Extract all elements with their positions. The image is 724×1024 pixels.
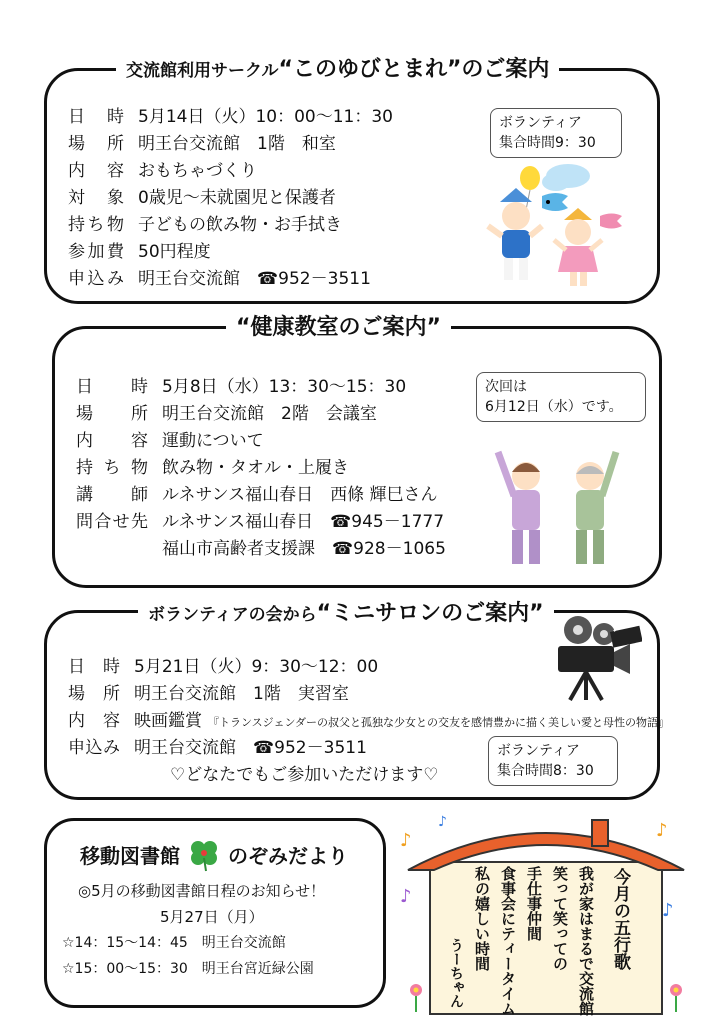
mini-salon-title [138, 596, 554, 627]
detail-row [76, 453, 446, 480]
volunteer-note [490, 108, 622, 158]
row-label: 申込み [68, 269, 124, 289]
poem-line: 食事会にティータイム [499, 866, 517, 1016]
row-label: 日 時 [76, 377, 148, 397]
music-note-icon [656, 820, 668, 841]
detail-row [68, 264, 393, 291]
health-class-title-text: “健康教室のご案内” [236, 315, 441, 340]
girl-icon [554, 208, 602, 286]
carp-streamer-icon [600, 214, 622, 229]
note-line: 次回は [485, 379, 527, 395]
detail-row [76, 426, 446, 453]
poem-title: 今月の五行歌 [610, 868, 630, 970]
note-line: ボランティア [497, 743, 580, 759]
row-value: おもちゃづくり [138, 161, 257, 181]
poem-line: 私の嬉しい時間 [473, 866, 491, 971]
flower-icon [410, 984, 422, 1012]
row-value: ルネサンス福山春日 西條 輝巳さん [162, 485, 438, 505]
clapperboard-icon [610, 619, 642, 648]
senior-woman-icon [498, 452, 540, 564]
note-line: 集合時間8：30 [497, 763, 594, 779]
music-note-icon [662, 900, 674, 921]
row-label: 場 所 [68, 134, 124, 154]
poem-line: 我が家はまるで交流館 [577, 866, 595, 1016]
note-line: ボランティア [499, 115, 582, 131]
row-value: 明王台交流館 ☎952－3511 [134, 738, 367, 758]
row-label: 内 容 [76, 431, 148, 451]
row-value: 5月21日（火）9：30～12：00 [134, 657, 379, 677]
detail-row [68, 237, 393, 264]
seniors-exercising-illustration [484, 446, 634, 572]
poem-line: 笑って笑っての [551, 866, 569, 971]
library-date: 5月27日（月） [160, 908, 264, 926]
row-label: 場 所 [76, 404, 148, 424]
detail-row [68, 706, 669, 733]
row-value: 明王台交流館 ☎952－3511 [138, 269, 371, 289]
row-value: ルネサンス福山春日 ☎945－1777 [162, 512, 445, 532]
row-label: 内 容 [68, 161, 124, 181]
carp-streamer-icon [542, 193, 568, 211]
row-value: 0歳児～未就園児と保護者 [138, 188, 336, 208]
circle-title-main: “このゆびとまれ”のご案内 [278, 57, 550, 82]
row-value: 5月14日（火）10：00～11：30 [138, 107, 393, 127]
movie-description: 『トランスジェンダーの叔父と孤独な少女との交友を感情豊かに描く美しい愛と母性の物語』 [208, 716, 670, 729]
row-label: 参加費 [68, 242, 124, 262]
flower-icon [670, 984, 682, 1012]
detail-row [76, 399, 446, 426]
note-line: 6月12日（水）です。 [485, 399, 623, 415]
row-label: 持 ち 物 [76, 458, 148, 478]
row-label: 持ち物 [68, 215, 124, 235]
next-session-note [476, 372, 646, 422]
poem-house [396, 806, 696, 1020]
svg-text:♪: ♪ [400, 830, 412, 851]
row-value: 飲み物・タオル・上履き [162, 458, 349, 478]
row-label: 内 容 [68, 711, 120, 731]
row-value: 明王台交流館 1階 和室 [138, 134, 336, 154]
detail-row [76, 534, 446, 561]
detail-row [68, 156, 393, 183]
senior-man-icon [576, 452, 616, 564]
detail-row [68, 102, 393, 129]
welcome-message: ♡どなたでもご参加いただけます♡ [170, 765, 439, 785]
row-label: 日 時 [68, 107, 124, 127]
mini-salon-title-prefix: ボランティアの会から [148, 605, 317, 625]
music-note-icon [400, 830, 412, 851]
row-label: 場 所 [68, 684, 120, 704]
library-stop: ☆15：00～15：30 明王台宮近緑公園 [62, 961, 314, 977]
row-value: 50円程度 [138, 242, 211, 262]
row-value: 明王台交流館 2階 会議室 [162, 404, 377, 424]
row-value: 子どもの飲み物・お手拭き [138, 215, 342, 235]
clover-icon [186, 836, 222, 872]
detail-row [76, 372, 446, 399]
movie-camera-icon [538, 612, 642, 702]
row-value: 福山市高齢者支援課 ☎928－1065 [162, 539, 446, 559]
library-stop: ☆14：15～14：45 明王台交流館 [62, 935, 286, 951]
row-value: 5月8日（水）13：30～15：30 [162, 377, 407, 397]
circle-title-prefix: 交流館利用サークル [126, 61, 279, 81]
row-label: 対 象 [68, 188, 124, 208]
svg-text:♪: ♪ [662, 900, 674, 921]
library-notice: ◎5月の移動図書館日程のお知らせ！ [78, 882, 326, 900]
row-label: 申込み [68, 738, 120, 758]
mini-salon-title-main: “ミニサロンのご案内” [316, 601, 544, 626]
poem-line: 手仕事仲間 [525, 866, 543, 941]
mobile-library-title-left: 移動図書館 [80, 843, 180, 868]
mobile-library-title [80, 836, 348, 872]
music-note-icon [438, 814, 447, 830]
row-value: 運動について [162, 431, 264, 451]
row-label: 日 時 [68, 657, 120, 677]
row-value: 明王台交流館 1階 実習室 [134, 684, 349, 704]
volunteer-note [488, 736, 618, 786]
svg-text:♪: ♪ [400, 886, 412, 907]
circle-title [116, 52, 559, 83]
children-illustration [486, 160, 636, 290]
detail-row [76, 480, 446, 507]
row-label: 講 師 [76, 485, 148, 505]
cloud-icon [542, 164, 590, 191]
detail-row [76, 507, 446, 534]
row-value: 映画鑑賞 [134, 711, 202, 731]
poem-author: うーちゃん [448, 938, 464, 1008]
detail-row [68, 210, 393, 237]
health-class-title [226, 310, 451, 341]
health-class-details [76, 372, 446, 561]
circle-details [68, 102, 393, 291]
svg-text:♪: ♪ [656, 820, 668, 841]
svg-text:♪: ♪ [438, 814, 447, 830]
row-label: 問合せ先 [76, 512, 148, 532]
music-note-icon [400, 886, 412, 907]
detail-row [68, 129, 393, 156]
balloon-icon [520, 166, 540, 210]
note-line: 集合時間9：30 [499, 135, 596, 151]
boy-icon [488, 188, 542, 280]
mobile-library-title-right: のぞみだより [228, 843, 348, 868]
detail-row [68, 183, 393, 210]
